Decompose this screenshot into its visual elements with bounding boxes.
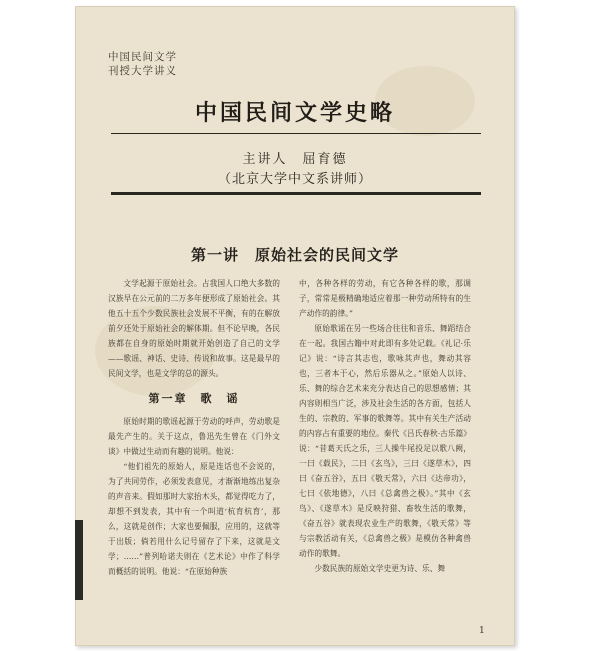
intro-paragraph: 文学起源于原始社会。占我国人口绝大多数的汉族早在公元前的二万多年便形成了原始社会。其他五十五个少数民族社会发展不平衡，有的在解放前夕还处于原始社会的解体期。但不论早晚，各民族都在自身的原始时期就开始创造了自己的文学——歌谣、神话、史诗、传说和故事。这是最早的民间文学，也是文学的总的源头。 [108, 279, 280, 378]
page-number: 1 [479, 626, 485, 636]
body-paragraph: 原始歌谣在另一些场合往往和音乐、舞蹈结合在一起。我国古籍中对此即有多处记载。《礼记·乐记》说：“诗言其志也，歌咏其声也，舞动其容也，三者本于心，然后乐器从之。”原始人以诗、乐、舞的综合艺术来充分表达自己的思想感情；其内容则相当广泛，涉及社会生活的各方面，包括人生的、宗教的、军事的歌舞等。其中有关生产活动的内容占有重要的地位。秦代《吕氏春秋·古乐篇》说：“昔葛天氏之乐，三人操牛尾投足以歌八阙，一曰《载民》，二曰《玄鸟》，三曰《遂草木》，四曰《奋五谷》，五曰《敬天常》，六曰《达帝功》，七曰《依地德》，八曰《总禽兽之极》。”其中《玄鸟》、《遂草木》是反映狩猎、畜牧生活的歌舞，《奋五谷》就表现农业生产的歌舞，《敬天常》等与宗教活动有关，《总禽兽之极》是模仿各种禽兽动作的歌舞。 [299, 324, 471, 558]
lecturer-line: 主讲人 屈育德 [242, 152, 348, 167]
header-divider [111, 192, 481, 195]
series-label [108, 50, 177, 78]
chapter-heading: 第一章 歌 谣 [148, 392, 240, 405]
title-divider [111, 133, 481, 134]
series-line-2: 刊授大学讲义 [108, 65, 177, 77]
body-paragraph: 少数民族的原始文学史更为诗、乐、舞 [314, 564, 446, 573]
series-line-1: 中国民间文学 [108, 51, 177, 63]
left-column [108, 276, 280, 579]
binding-edge [75, 520, 83, 600]
right-column [299, 276, 471, 576]
quote-paragraph: “他们祖先的原始人，原是连话也不会说的，为了共同劳作，必须发表意见，才渐渐地练出复杂的声音来。假如那时大家抬木头，都觉得吃力了，却想不到发表，其中有一个叫道‘杭育杭育’，那么，这就是创作；大家也要佩服，应用的，这就等于出版；倘若用什么记号留存了下来，这就是文学；……”普列哈诺夫则在《艺术论》中作了科学而概括的说明。他说：“在原始种族 [108, 462, 280, 576]
continued-paragraph: 中，各种各样的劳动，有它各种各样的歌，那调子，常常是极精确地适应着那一种劳动所特有的生产动作的韵律。” [299, 279, 471, 318]
document-title: 中国民间文学史略 [194, 100, 395, 126]
body-paragraph: 原始时期的歌谣起源于劳动的呼声，劳动歌是最先产生的。关于这点，鲁迅先生曾在《门外文谈》中做过生动而有趣的说明。他说： [108, 417, 280, 456]
affiliation-line: （北京大学中文系讲师） [217, 172, 372, 187]
lecture-title: 第一讲 原始社会的民间文学 [190, 246, 399, 264]
document-page [75, 6, 515, 646]
